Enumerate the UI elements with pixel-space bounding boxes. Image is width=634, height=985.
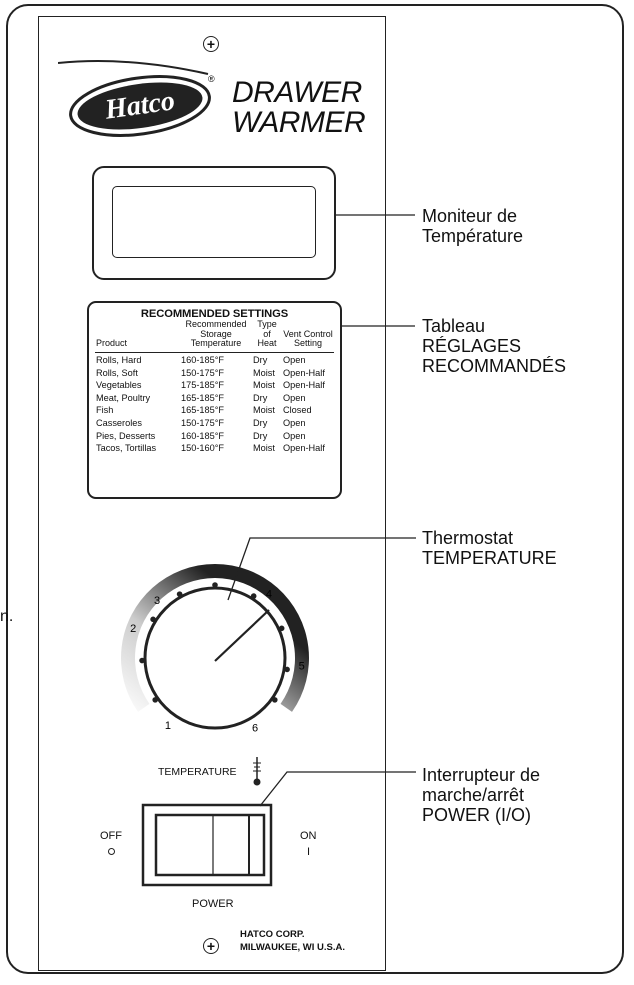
dial-number: 3 — [153, 595, 161, 608]
table-cell: 150-175°F — [181, 367, 225, 378]
callout-line: Thermostat — [422, 528, 514, 548]
off-label: OFF — [100, 830, 122, 842]
table-cell: Open — [283, 392, 306, 403]
svg-text:Hatco: Hatco — [103, 85, 177, 126]
table-cell: 150-160°F — [181, 443, 225, 454]
screw-icon: + — [203, 36, 219, 52]
callout-line: marche/arrêt — [422, 785, 525, 805]
dial-number: 1 — [164, 720, 172, 733]
table-cell: Open — [283, 355, 306, 366]
dial-number: 4 — [265, 588, 273, 601]
table-cell: Dry — [253, 418, 268, 429]
on-label: ON — [300, 830, 317, 842]
callout-monitor — [422, 206, 523, 246]
callout-table — [422, 316, 566, 376]
table-cell: Moist — [253, 443, 275, 454]
table-cell: Dry — [253, 392, 268, 403]
manufacturer-location: MILWAUKEE, WI U.S.A. — [240, 942, 346, 953]
screw-icon: + — [203, 938, 219, 954]
table-cell: Casseroles — [96, 418, 142, 429]
table-cell: Open — [283, 418, 306, 429]
table-cell: Open — [283, 430, 306, 441]
table-cell: Moist — [253, 405, 275, 416]
table-cell: Meat, Poultry — [96, 392, 151, 403]
table-cell: Rolls, Soft — [96, 367, 138, 378]
callout-power — [422, 765, 540, 825]
title-line: WARMER — [232, 106, 366, 139]
callout-line: Moniteur de — [422, 206, 518, 226]
manufacturer-name: HATCO CORP. — [240, 929, 305, 940]
callout-line: Température — [422, 226, 524, 246]
thermostat-leader-line — [228, 538, 416, 600]
table-cell: Rolls, Hard — [96, 355, 142, 366]
table-cell: Dry — [253, 430, 268, 441]
title-line: DRAWER — [232, 76, 362, 109]
table-cell: Closed — [283, 405, 312, 416]
table-cell: Open-Half — [283, 443, 325, 454]
callout-line: TEMPERATURE — [422, 548, 557, 568]
temperature-label: TEMPERATURE — [158, 766, 237, 778]
callout-line: Interrupteur de — [422, 765, 541, 785]
table-cell: Dry — [253, 355, 268, 366]
callout-line: Tableau — [422, 316, 486, 336]
table-cell: Open-Half — [283, 380, 325, 391]
table-cell: Pies, Desserts — [96, 430, 156, 441]
table-cell: Open-Half — [283, 367, 325, 378]
dial-number: 5 — [298, 660, 305, 673]
table-cell: Fish — [96, 405, 114, 416]
table-cell: Moist — [253, 367, 275, 378]
on-symbol: I — [307, 846, 311, 858]
table-cell: 160-185°F — [181, 355, 225, 366]
table-cell: 175-185°F — [181, 380, 225, 391]
table-cell: Tacos, Tortillas — [96, 443, 157, 454]
power-leader-line — [260, 772, 416, 806]
table-cell: Moist — [253, 380, 275, 391]
column-header: Product — [95, 320, 180, 352]
callout-line: RÉGLAGES — [422, 336, 522, 356]
table-title: RECOMMENDED SETTINGS — [140, 308, 289, 320]
dial-number: 2 — [130, 623, 137, 636]
table-cell: 165-185°F — [181, 392, 225, 403]
power-label: POWER — [192, 898, 234, 910]
callout-line: POWER (I/O) — [422, 805, 531, 825]
table-cell: 160-185°F — [181, 430, 225, 441]
column-header: Vent Control Setting — [282, 320, 334, 352]
cropped-text: n. — [0, 608, 14, 625]
svg-text:®: ® — [208, 74, 215, 84]
table-cell: Vegetables — [96, 380, 142, 391]
table-cell: 165-185°F — [181, 405, 225, 416]
dial-number: 6 — [251, 722, 259, 735]
table-cell: 150-175°F — [181, 418, 225, 429]
callout-line: RECOMMANDÉS — [422, 356, 567, 376]
column-header: Type of Heat — [252, 320, 282, 352]
column-header: Recommended Storage Temperature — [180, 320, 252, 352]
callout-thermostat — [422, 528, 557, 568]
